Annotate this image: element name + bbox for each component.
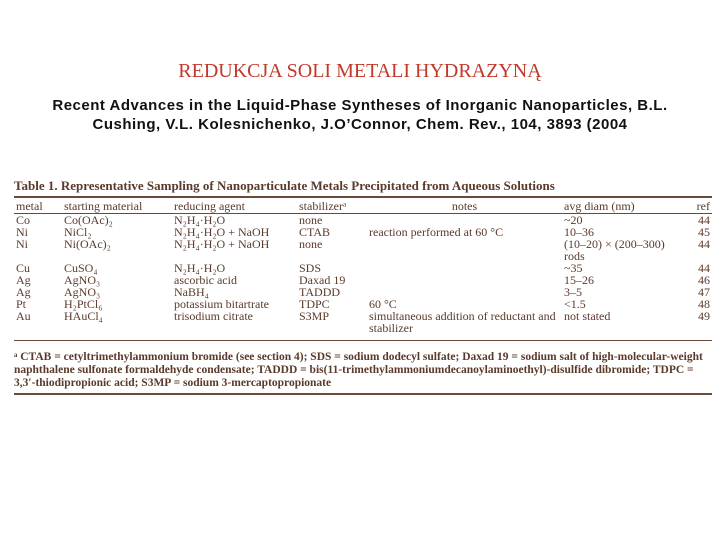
cell-starting-material: HAuCl₄ [64, 309, 103, 323]
header-notes: notes [367, 198, 562, 214]
header-reducing-agent: reducing agent [172, 198, 297, 214]
cell-metal: Ni [16, 237, 28, 251]
cell-avg-diam: ~35 [564, 261, 583, 275]
cell-metal: Cu [16, 261, 31, 275]
cell-starting-material: AgNO₃ [64, 273, 101, 287]
cell-starting-material: NiCl₂ [64, 225, 92, 239]
cell-reducing-agent: potassium bitartrate [174, 297, 269, 311]
cell-notes [367, 262, 562, 274]
cell-notes: simultaneous addition of reductant and stabilizer [369, 309, 556, 335]
citation-text: Recent Advances in the Liquid-Phase Syntheses of Inorganic Nanoparticles, B.L. Cushing, V.L. Kolesnichenko, J.O’Connor, Chem. Rev., 104, 3893 (2004 [52, 97, 668, 133]
cell-avg-diam: 10–36 [564, 225, 594, 239]
table-row [14, 214, 712, 227]
cell-reducing-agent: N₂H₄·H₂O [174, 261, 226, 275]
cell-ref: 45 [698, 225, 710, 239]
cell-avg-diam: 3–5 [564, 285, 582, 299]
cell-avg-diam: ~20 [564, 213, 583, 227]
cell-stabilizer: Daxad 19 [299, 273, 346, 287]
header-metal: metal [14, 198, 62, 214]
table-footnote: ᵃ CTAB = cetyltrimethylammonium bromide (see section 4); SDS = sodium dodecyl sulfate; Daxad 19 = sodium salt of high-molecular-weight naphthalene sulfonate formaldehyde condensate; TADDD = bis(11-trimethylammoniumdecanoylaminoethyl)-disulfide dibromide; TDPC = 3,3′-thiodipropionic acid; S3MP = sodium 3-mercaptopropionate [14, 340, 712, 395]
cell-starting-material: Co(OAc)₂ [64, 213, 113, 227]
cell-stabilizer: TDPC [299, 297, 330, 311]
cell-avg-diam: 15–26 [564, 273, 594, 287]
cell-notes: reaction performed at 60 °C [369, 225, 504, 239]
table-row [14, 310, 712, 334]
cell-ref: 48 [698, 297, 710, 311]
header-starting-material: starting material [62, 198, 172, 214]
nanoparticle-table-figure [14, 178, 712, 395]
cell-avg-diam: not stated [564, 309, 611, 323]
cell-avg-diam: (10–20) × (200–300) rods [564, 237, 665, 263]
nanoparticle-table [14, 198, 712, 334]
cell-starting-material: H₂PtCl₆ [64, 297, 103, 311]
cell-reducing-agent: N₂H₄·H₂O [174, 213, 226, 227]
table-caption: Table 1. Representative Sampling of Nanoparticulate Metals Precipitated from Aqueous Solutions [14, 178, 555, 193]
header-avg-diam: avg diam (nm) [562, 198, 687, 214]
cell-reducing-agent: NaBH₄ [174, 285, 209, 299]
cell-stabilizer: SDS [299, 261, 322, 275]
cell-starting-material: Ni(OAc)₂ [64, 237, 111, 251]
cell-stabilizer: none [299, 213, 323, 227]
cell-stabilizer: S3MP [299, 309, 330, 323]
cell-stabilizer: TADDD [299, 285, 341, 299]
cell-reducing-agent: N₂H₄·H₂O + NaOH [174, 237, 270, 251]
cell-ref: 44 [698, 237, 710, 251]
cell-avg-diam: <1.5 [564, 297, 586, 311]
cell-metal: Ag [16, 273, 31, 287]
cell-metal: Au [16, 309, 31, 323]
header-ref: ref [687, 198, 712, 214]
cell-notes [367, 274, 562, 286]
cell-reducing-agent: trisodium citrate [174, 309, 253, 323]
cell-ref: 46 [698, 273, 710, 287]
cell-notes: 60 °C [369, 297, 397, 311]
header-stabilizer: stabilizerᵃ [297, 198, 367, 214]
cell-stabilizer: none [299, 237, 323, 251]
cell-metal: Ag [16, 285, 31, 299]
cell-starting-material: CuSO₄ [64, 261, 98, 275]
cell-stabilizer: CTAB [299, 225, 331, 239]
table-header-row [14, 198, 712, 214]
cell-reducing-agent: ascorbic acid [174, 273, 237, 287]
cell-ref: 44 [698, 213, 710, 227]
cell-ref: 47 [698, 285, 710, 299]
cell-reducing-agent: N₂H₄·H₂O + NaOH [174, 225, 270, 239]
cell-notes [367, 238, 562, 262]
table-row [14, 238, 712, 262]
cell-starting-material: AgNO₃ [64, 285, 101, 299]
table-row [14, 286, 712, 298]
slide-title: REDUKCJA SOLI METALI HYDRAZYNĄ [178, 60, 542, 82]
table-row [14, 262, 712, 274]
table-row [14, 274, 712, 286]
cell-metal: Co [16, 213, 31, 227]
cell-metal: Ni [16, 225, 28, 239]
cell-metal: Pt [16, 297, 27, 311]
cell-ref: 49 [698, 309, 710, 323]
cell-ref: 44 [698, 261, 710, 275]
